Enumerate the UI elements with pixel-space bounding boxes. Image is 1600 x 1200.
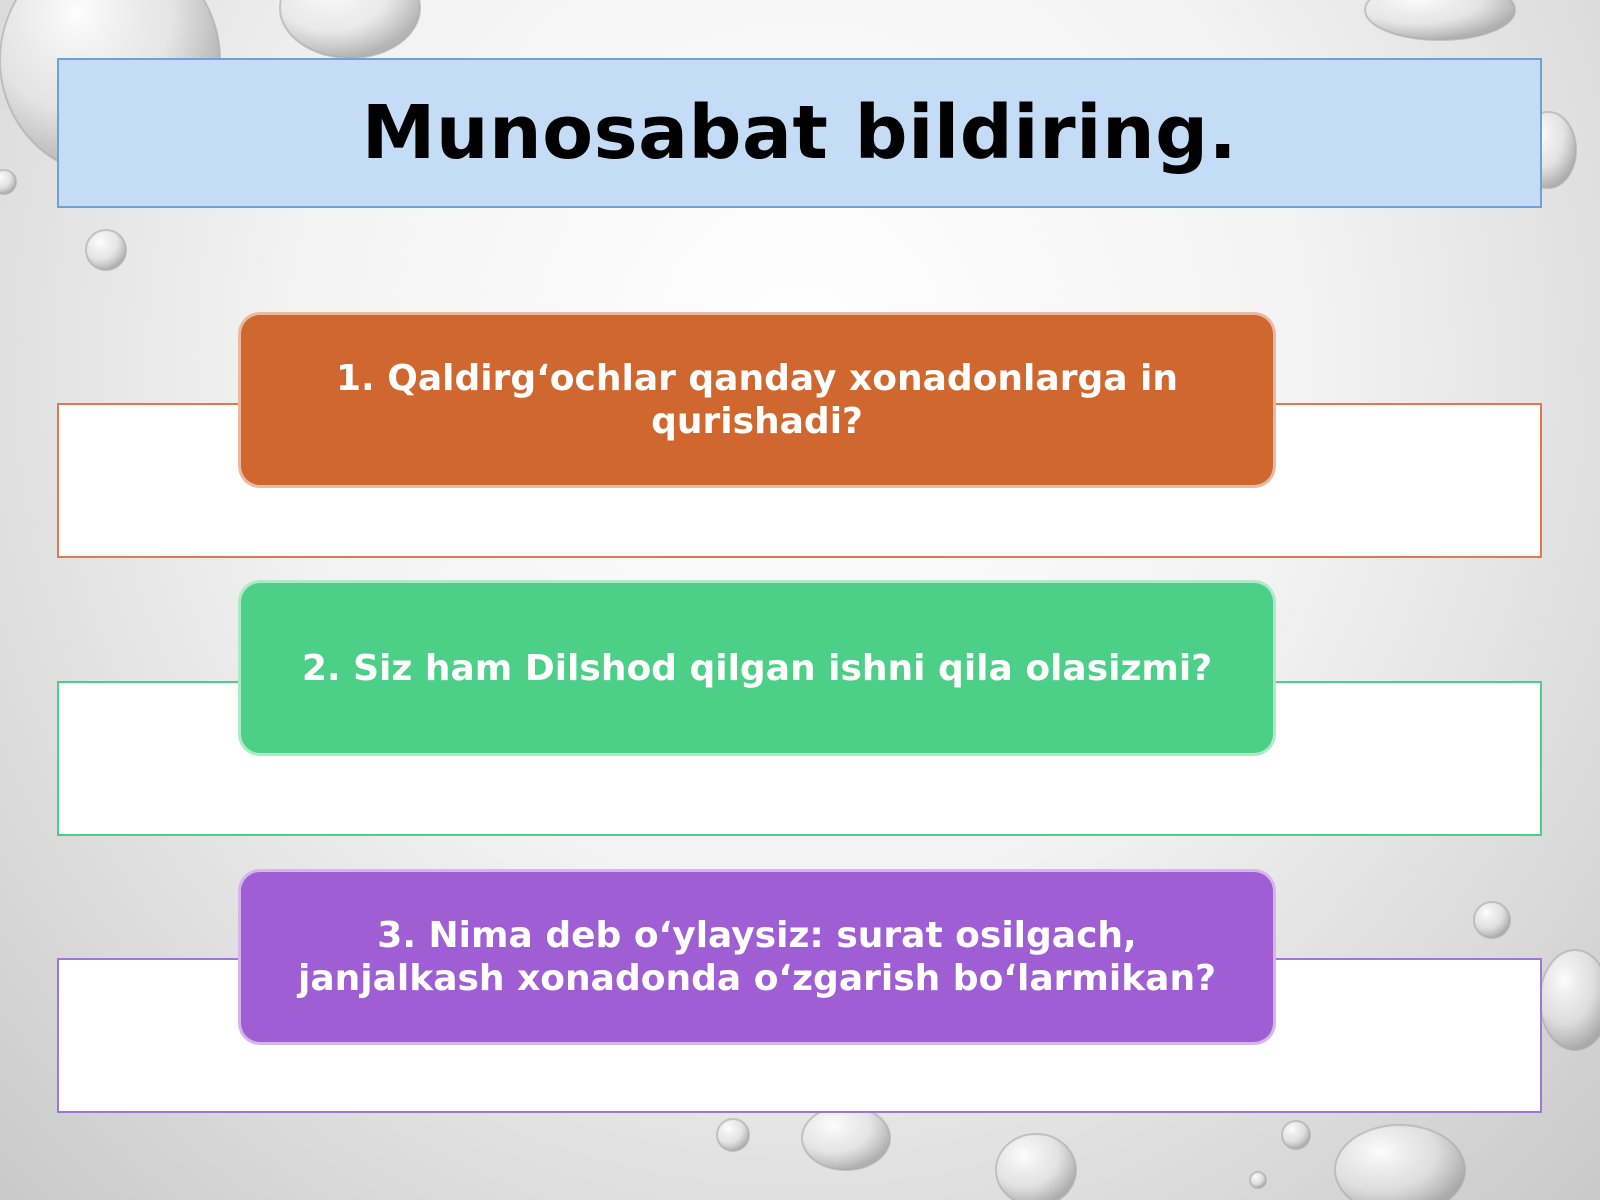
drop-3	[1365, 0, 1515, 40]
drop-14	[1250, 1172, 1266, 1188]
question-2-text: 2. Siz ham Dilshod qilgan ishni qila olasizmi?	[301, 647, 1213, 689]
drop-12	[1282, 1121, 1310, 1149]
question-1-text: 1. Qaldirg‘ochlar qanday xonadonlarga in qurishadi?	[335, 358, 1179, 442]
question-3-card	[238, 869, 1276, 1045]
title-banner	[57, 58, 1542, 208]
drop-6	[0, 170, 16, 194]
drop-1	[280, 0, 420, 58]
drop-7	[1474, 902, 1510, 938]
question-3-text: 3. Nima deb o‘ylaysiz: surat osilgach, janjalkash xonadonda o‘zgarish bo‘larmikan?	[298, 915, 1216, 999]
drop-9	[802, 1106, 890, 1170]
drop-8	[1540, 950, 1600, 1050]
drop-5	[86, 230, 126, 270]
drop-10	[717, 1119, 749, 1151]
question-2-card	[238, 580, 1276, 756]
page-title: Munosabat bildiring.	[361, 90, 1238, 176]
question-1-card	[238, 312, 1276, 488]
drop-13	[1335, 1125, 1465, 1200]
drop-11	[996, 1134, 1076, 1200]
